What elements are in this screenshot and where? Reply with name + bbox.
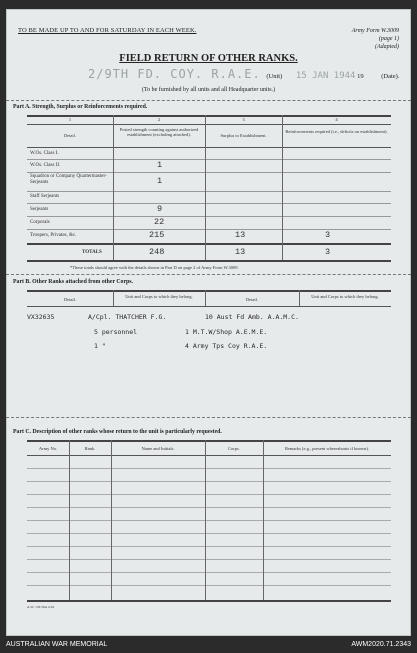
page-number: (page 1) <box>378 36 399 42</box>
total-reinf: 3 <box>325 247 331 257</box>
rule <box>27 533 391 534</box>
rule <box>27 481 391 482</box>
attached-unit: 10 Aust Fd Amb. A.A.M.C. <box>205 313 299 321</box>
separator <box>6 100 411 101</box>
rule <box>27 172 391 173</box>
rule <box>27 546 391 547</box>
attached-unit: 4 Army Tps Coy R.A.E. <box>185 342 268 350</box>
form-title: FIELD RETURN OF OTHER RANKS. <box>119 53 298 64</box>
posted-value: 1 <box>157 176 163 186</box>
reinf-value: 3 <box>325 230 331 240</box>
rule <box>27 191 391 192</box>
partC-colhead: Corps. <box>228 446 240 451</box>
attached-army-no: VX32635 <box>27 313 55 321</box>
rule <box>27 585 391 586</box>
partA-heading: Part A. Strength, Surplus or Reinforcements required. <box>13 104 148 110</box>
partA-colnum-3: 3 <box>242 117 245 122</box>
rule <box>27 159 391 160</box>
rule <box>27 468 391 469</box>
partA-colnum-4: 4 <box>335 117 338 122</box>
col-divider <box>69 440 70 600</box>
subtitle: (To be furnished by all units and all Headquarter units.) <box>141 87 276 93</box>
form-number <box>352 27 399 51</box>
partC-colhead: Name and Initials. <box>141 446 175 451</box>
date-label: (Date). <box>381 73 400 80</box>
attached-detail: 5 personnel <box>94 328 138 336</box>
date-stamp: 15 JAN 1944 <box>295 71 356 81</box>
attached-detail: 1 " <box>94 342 106 350</box>
partA-colhead-detail: Detail. <box>63 133 77 138</box>
unit-date-line <box>88 67 399 81</box>
rule <box>27 440 391 442</box>
col-divider <box>113 115 114 260</box>
posted-value: 22 <box>154 217 165 227</box>
rule <box>27 520 391 521</box>
partA-colnum-1: 1 <box>68 117 72 122</box>
adapted-note: (Adapted) <box>375 44 399 50</box>
col-divider <box>282 115 283 260</box>
row-label: Serjeants <box>30 207 49 212</box>
posted-value: 9 <box>157 204 163 214</box>
row-label: Staff Serjeants <box>30 194 60 199</box>
col-divider <box>111 440 112 600</box>
col-divider <box>205 290 206 306</box>
partA-colhead-surplus: Surplus to Establishment. <box>220 133 267 138</box>
separator <box>6 274 411 275</box>
unit-label: (Unit) <box>266 73 283 80</box>
rule <box>27 507 391 508</box>
rule <box>27 203 391 204</box>
rule <box>27 260 391 262</box>
rule <box>27 124 391 125</box>
total-surplus: 13 <box>235 247 246 257</box>
col-divider <box>205 440 206 600</box>
col-divider <box>299 290 300 306</box>
rule <box>27 290 391 292</box>
posted-value: 1 <box>157 160 163 170</box>
partB-colhead: Detail. <box>63 297 77 302</box>
unit-stamp: 2/9TH FD. COY. R.A.E. <box>88 67 261 81</box>
footer-org: AUSTRALIAN WAR MEMORIAL <box>6 641 108 648</box>
surplus-value: 13 <box>235 230 246 240</box>
rule <box>27 455 391 456</box>
rule <box>27 216 391 217</box>
attached-detail: A/Cpl. THATCHER F.G. <box>88 313 167 321</box>
attached-unit: 1 M.T.W/Shop A.E.M.E. <box>185 328 268 336</box>
form-number-text: Army Form W.3009 <box>351 28 399 34</box>
partC-colhead: Remarks (e.g., present whereabouts if known). <box>284 446 370 451</box>
partA-colhead-reinf: Reinforcements required (i.e., deficits on establishment). <box>285 129 388 134</box>
rule <box>27 494 391 495</box>
partA-colnum-2: 2 <box>157 117 161 122</box>
partB-colhead: Unit and Corps to which they belong. <box>125 294 193 299</box>
rule <box>27 306 391 307</box>
rule <box>27 229 391 230</box>
col-divider <box>113 290 114 306</box>
partA-colhead-posted: Posted strength counting against authorized establishment (excluding attached). <box>119 127 199 137</box>
partC-colhead: Army No. <box>38 446 58 451</box>
row-label: Corporals <box>30 220 50 225</box>
year-prefix: 19 <box>357 73 364 80</box>
rule <box>27 147 391 148</box>
row-label: Squadron or Company Quartermaster-Serjeants <box>30 174 107 185</box>
print-code: A.W. 156 56A 2/42 <box>27 605 55 609</box>
partB-heading: Part B. Other Ranks attached from other Corps. <box>13 279 133 285</box>
partB-colhead: Unit and Corps to which they belong. <box>311 294 379 299</box>
totals-label: TOTALS <box>82 250 102 255</box>
rule <box>27 559 391 560</box>
top-note: TO BE MADE UP TO AND FOR SATURDAY IN EACH WEEK. <box>18 27 197 34</box>
rule <box>27 243 391 245</box>
rule <box>27 600 391 602</box>
partC-colhead: Rank. <box>84 446 96 451</box>
col-divider <box>205 115 206 260</box>
row-label: Troopers, Privates, &c. <box>30 233 77 238</box>
partB-colhead: Detail. <box>245 297 259 302</box>
separator <box>6 417 411 418</box>
partC-heading: Part C. Description of other ranks whose return to the unit is particularly requested. <box>13 429 222 435</box>
row-label: W.Os. Class II. <box>30 163 61 168</box>
total-posted: 248 <box>149 247 165 257</box>
col-divider <box>263 440 264 600</box>
row-label: W.Os. Class I. <box>30 151 59 156</box>
partA-footnote: *These totals should agree with the details shown in Part D on page 2 of Army Form W.3009. <box>70 265 239 270</box>
posted-value: 215 <box>149 230 165 240</box>
rule <box>27 572 391 573</box>
footer-accession: AWM2020.71.2343 <box>351 641 411 648</box>
